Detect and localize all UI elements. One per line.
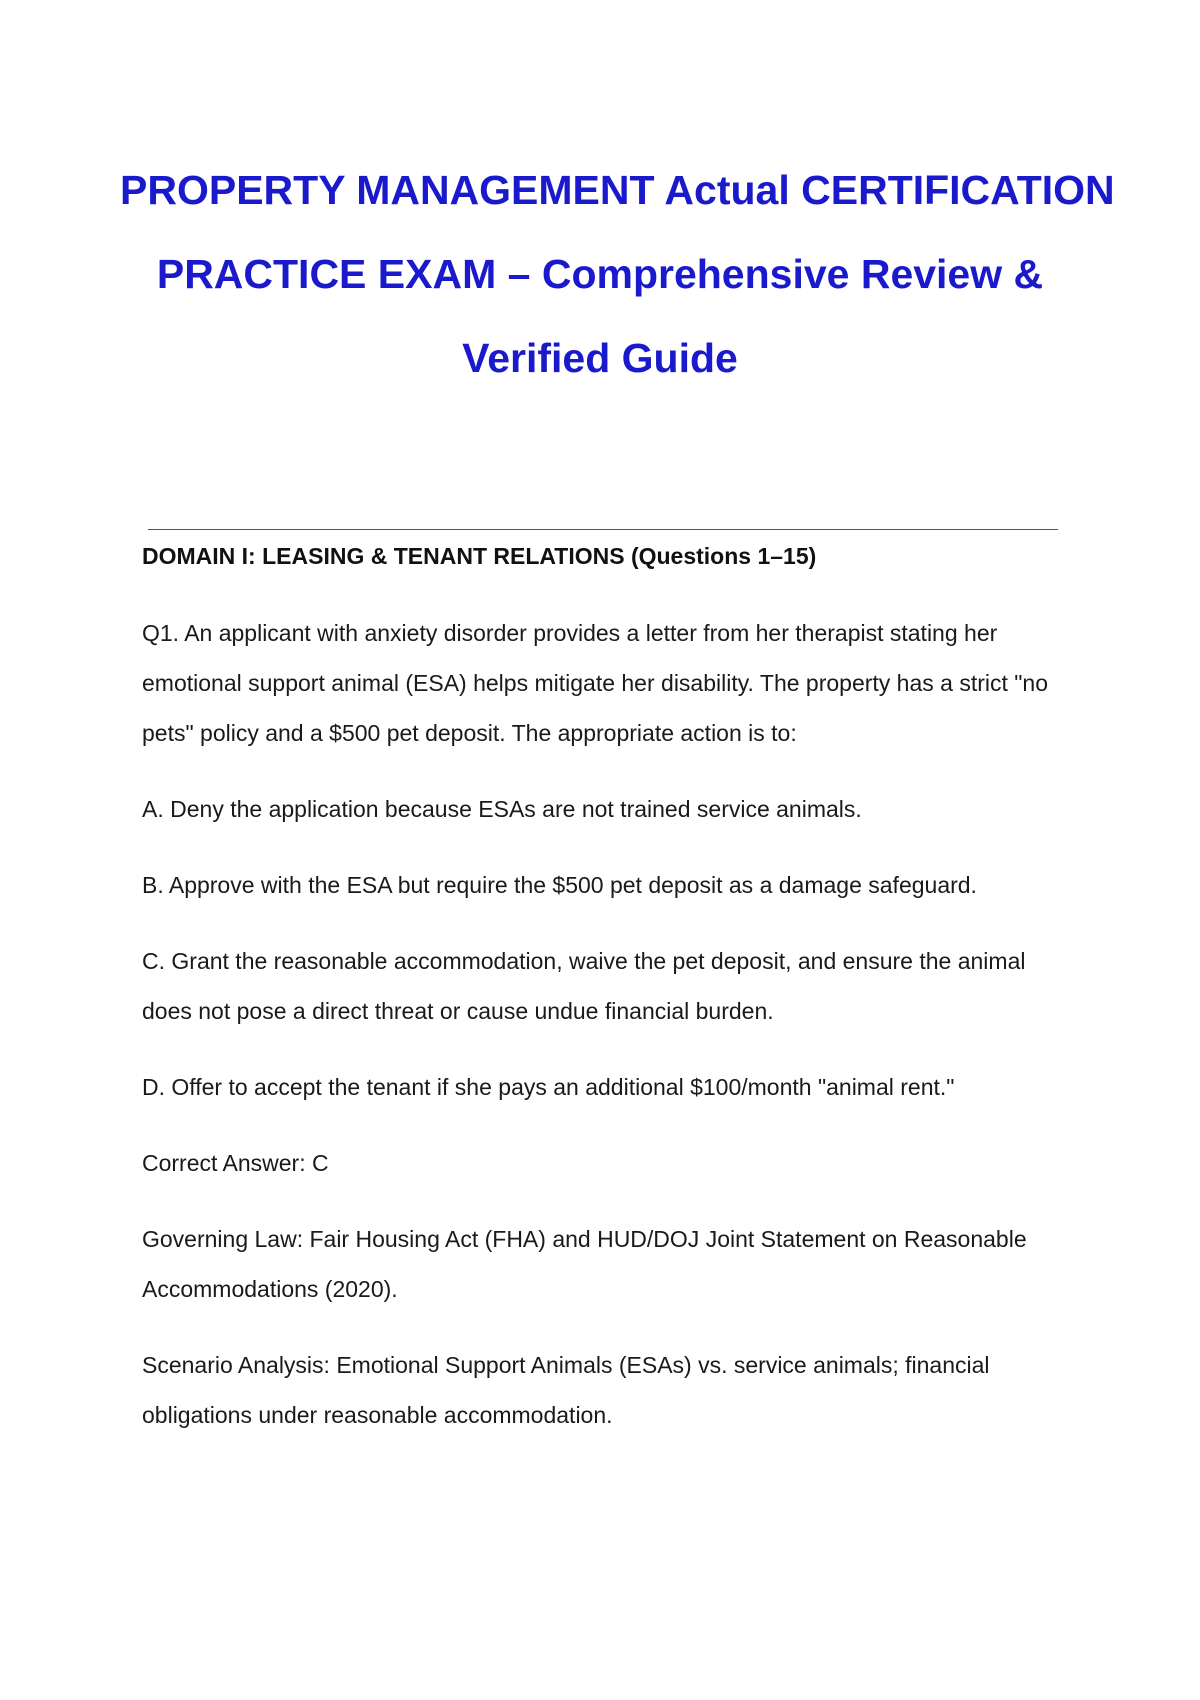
answer-option-a: A. Deny the application because ESAs are not trained service animals. <box>142 796 862 822</box>
scenario-analysis: Scenario Analysis: Emotional Support Animals (ESAs) vs. service animals; financial obligations under reasonable accommodation. <box>142 1352 990 1428</box>
title-line-3: Verified Guide <box>462 335 738 381</box>
document-title <box>120 148 1115 400</box>
domain-heading: DOMAIN I: LEASING & TENANT RELATIONS (Questions 1–15) <box>142 543 817 569</box>
horizontal-divider <box>148 529 1058 530</box>
question-stem: Q1. An applicant with anxiety disorder provides a letter from her therapist stating her emotional support animal (ESA) helps mitigate her disability. The property has a strict "no pets" policy and a $500 pet deposit. The appropriate action is to: <box>142 620 1049 746</box>
title-line-2: PRACTICE EXAM – Comprehensive Review & <box>156 251 1044 297</box>
governing-law: Governing Law: Fair Housing Act (FHA) and HUD/DOJ Joint Statement on Reasonable Accommodations (2020). <box>142 1226 1027 1302</box>
answer-option-c: C. Grant the reasonable accommodation, waive the pet deposit, and ensure the animal does not pose a direct threat or cause undue financial burden. <box>142 948 1026 1024</box>
title-line-1: PROPERTY MANAGEMENT Actual CERTIFICATION <box>120 167 1115 213</box>
answer-option-b: B. Approve with the ESA but require the $500 pet deposit as a damage safeguard. <box>142 872 977 898</box>
question-section <box>142 536 1062 1440</box>
correct-answer: Correct Answer: C <box>142 1150 329 1176</box>
answer-option-d: D. Offer to accept the tenant if she pays an additional $100/month "animal rent." <box>142 1074 955 1100</box>
